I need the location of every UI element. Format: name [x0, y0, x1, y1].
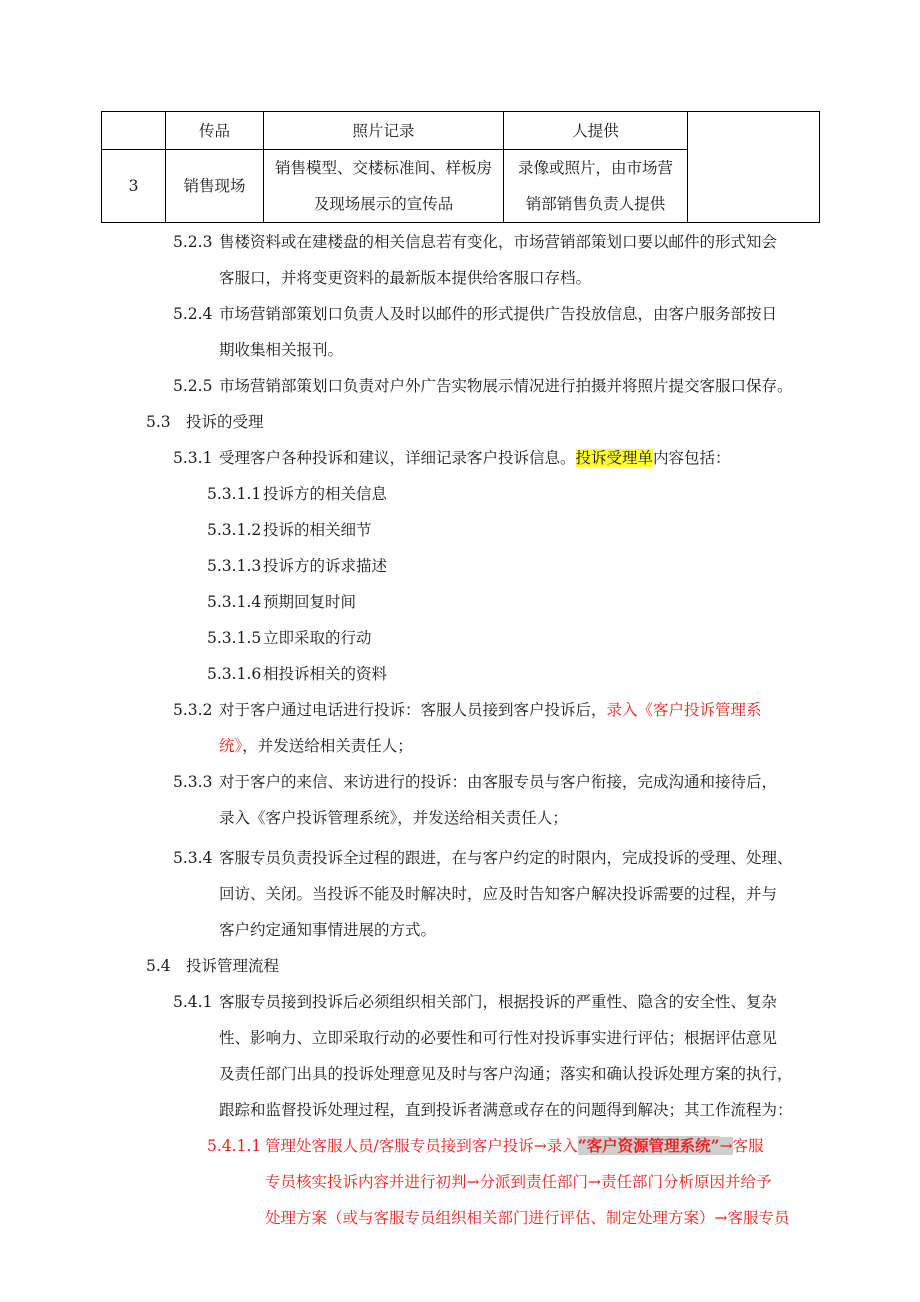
- list-item: [207, 656, 387, 692]
- section-number: 5.3.4: [173, 849, 213, 867]
- paragraph-line: [219, 440, 731, 476]
- item-text: 投诉的相关细节: [263, 521, 372, 539]
- section-number: 5.2.4: [173, 305, 213, 323]
- paragraph-line: 期收集相关报刊。: [219, 341, 344, 359]
- flow-line: [265, 1128, 764, 1164]
- paragraph-line: [219, 692, 762, 728]
- table-row: [102, 112, 820, 150]
- paragraph-line: 售楼资料或在建楼盘的相关信息若有变化，市场营销部策划口要以邮件的形式知会: [219, 233, 778, 251]
- section-number: 5.3: [146, 413, 171, 431]
- item-number: 5.3.1.5: [207, 629, 262, 647]
- section-number: 5.4.1: [173, 993, 213, 1011]
- text-run: 对于客户通过电话进行投诉：客服人员接到客户投诉后，: [219, 701, 607, 719]
- paragraph-line: 市场营销部策划口负责对户外广告实物展示情况进行拍摄并将照片提交客服口保存。: [219, 377, 793, 395]
- section-number: 5.3.3: [173, 773, 213, 791]
- paragraph-line: 跟踪和监督投诉处理过程，直到投诉者满意或存在的问题得到解决；其工作流程为：: [219, 1101, 793, 1119]
- row-number: 3: [102, 150, 166, 223]
- text-run: ，并发送给相关责任人；: [242, 737, 413, 755]
- item-number: 5.3.1.2: [207, 521, 262, 539]
- flow-line: [265, 1164, 772, 1200]
- item-text: 预期回复时间: [263, 593, 357, 611]
- list-item: [207, 620, 372, 656]
- paragraph-line: 客服口，并将变更资料的最新版本提供给客服口存档。: [219, 269, 592, 287]
- list-item: [207, 512, 372, 548]
- flow-line: [265, 1200, 790, 1236]
- content-line: 及现场展示的宣传品: [313, 195, 454, 213]
- system-name: “客户资源管理系统”: [577, 1136, 720, 1155]
- paragraph-line: 录入《客户投诉管理系统》，并发送给相关责任人；: [219, 809, 568, 827]
- table-cell: [102, 112, 166, 150]
- paragraph-line: 回访、关闭。当投诉不能及时解决时，应及时告知客户解决投诉需要的过程，并与: [219, 885, 778, 903]
- arrow-icon: →: [588, 1173, 602, 1191]
- highlighted-term: 投诉受理单: [575, 449, 654, 467]
- section-number: 5.4: [146, 957, 171, 975]
- flow-step: 录入: [546, 1137, 578, 1155]
- paragraph-line: 市场营销部策划口负责人及时以邮件的形式提供广告投放信息，由客户服务部按日: [219, 305, 778, 323]
- section-number: 5.3.2: [173, 701, 213, 719]
- arrow-icon: →: [466, 1173, 480, 1191]
- arrow-icon: →: [533, 1137, 547, 1155]
- arrow-icon: →: [719, 1137, 733, 1155]
- paragraph-line: 性、影响力、立即采取行动的必要性和可行性对投诉事实进行评估；根据评估意见: [219, 1029, 778, 1047]
- list-item: [207, 548, 387, 584]
- section-heading: 投诉管理流程: [186, 957, 280, 975]
- paragraph-line: 及责任部门出具的投诉处理意见及时与客户沟通；落实和确认投诉处理方案的执行，: [219, 1065, 793, 1083]
- item-number: 5.3.1.1: [207, 485, 262, 503]
- table-cell: 照片记录: [264, 112, 504, 150]
- document-table: [101, 111, 820, 223]
- red-text: 录入《客户投诉管理系: [606, 701, 762, 719]
- flow-step: 责任部门分析原因并给予: [601, 1173, 772, 1191]
- flow-step: 处理方案（或与客服专员组织相关部门进行评估、制定处理方案）: [265, 1209, 715, 1227]
- item-text: 立即采取的行动: [263, 629, 372, 647]
- flow-step: 分派到责任部门: [479, 1173, 589, 1191]
- item-text: 相投诉相关的资料: [263, 665, 388, 683]
- flow-step: 管理处客服人员/客服专员接到客户投诉: [265, 1137, 534, 1155]
- paragraph-line: [219, 728, 413, 764]
- arrow-icon: →: [714, 1209, 728, 1227]
- item-number: 5.3.1.4: [207, 593, 262, 611]
- red-text: 统》: [219, 737, 243, 755]
- item-text: 投诉方的相关信息: [263, 485, 388, 503]
- table-cell: [688, 112, 820, 223]
- flow-step: 客服: [732, 1137, 764, 1155]
- paragraph-line: 客户约定通知事情进展的方式。: [219, 921, 437, 939]
- section-number: 5.4.1.1: [207, 1137, 262, 1155]
- text-run: 受理客户各种投诉和建议，详细记录客户投诉信息。: [219, 449, 576, 467]
- section-number: 5.2.3: [173, 233, 213, 251]
- section-number: 5.3.1: [173, 449, 213, 467]
- item-text: 投诉方的诉求描述: [263, 557, 388, 575]
- row-name: 销售现场: [166, 150, 264, 223]
- section-number: 5.2.5: [173, 377, 213, 395]
- paragraph-line: 客服专员负责投诉全过程的跟进，在与客户约定的时限内，完成投诉的受理、处理、: [219, 849, 793, 867]
- table-cell: 人提供: [504, 112, 688, 150]
- section-heading: 投诉的受理: [186, 413, 264, 431]
- row-content: [264, 150, 504, 223]
- table-cell: 传品: [166, 112, 264, 150]
- provider-line: 销部销售负责人提供: [525, 195, 666, 213]
- provider-line: 录像或照片，由市场营: [517, 159, 673, 177]
- item-number: 5.3.1.3: [207, 557, 262, 575]
- paragraph-line: 对于客户的来信、来访进行的投诉：由客服专员与客户衔接，完成沟通和接待后，: [219, 773, 778, 791]
- text-run: 内容包括：: [653, 449, 731, 467]
- content-line: 销售模型、交楼标准间、样板房: [274, 159, 492, 177]
- item-number: 5.3.1.6: [207, 665, 262, 683]
- list-item: [207, 476, 387, 512]
- list-item: [207, 584, 356, 620]
- row-provider: [504, 150, 688, 223]
- paragraph-line: 客服专员接到投诉后必须组织相关部门，根据投诉的严重性、隐含的安全性、复杂: [219, 993, 778, 1011]
- flow-step: 客服专员: [727, 1209, 790, 1227]
- flow-step: 专员核实投诉内容并进行初判: [265, 1173, 467, 1191]
